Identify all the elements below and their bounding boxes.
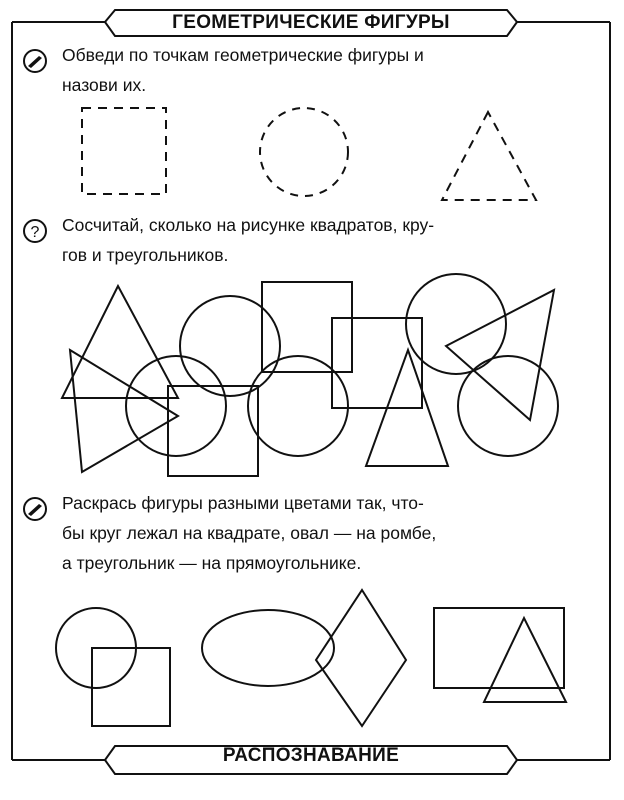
task-3-line-2: бы круг лежал на квадрате, овал — на ромбе, [62,523,437,543]
dashed-triangle [442,112,536,200]
task-3-line-1: Раскрась фигуры разными цветами так, что- [62,493,424,513]
triangle-shape [484,618,566,702]
task-2-line-1: Сосчитай, сколько на рисунке квадратов, кру- [62,215,435,235]
square-shape [168,386,258,476]
page-title: ГЕОМЕТРИЧЕСКИЕ ФИГУРЫ [172,12,450,33]
task-2-line-2: гов и треугольников. [62,245,229,265]
rhombus-shape [316,590,406,726]
question-mark: ? [30,224,40,241]
dashed-square [82,108,166,194]
triangle-shape [446,290,554,420]
task-1-line-2: назови их. [62,75,147,95]
oval-shape [202,610,334,686]
circle-shape [126,356,226,456]
square-shape [332,318,422,408]
circle-shape [180,296,280,396]
task-1-line-1: Обведи по точкам геометрические фигуры и [62,45,424,65]
rectangle-shape [434,608,564,688]
page-footer-title: РАСПОЗНАВАНИЕ [222,745,400,766]
dashed-circle [260,108,348,196]
task-3-line-3: а треугольник — на прямоугольнике. [62,553,362,573]
